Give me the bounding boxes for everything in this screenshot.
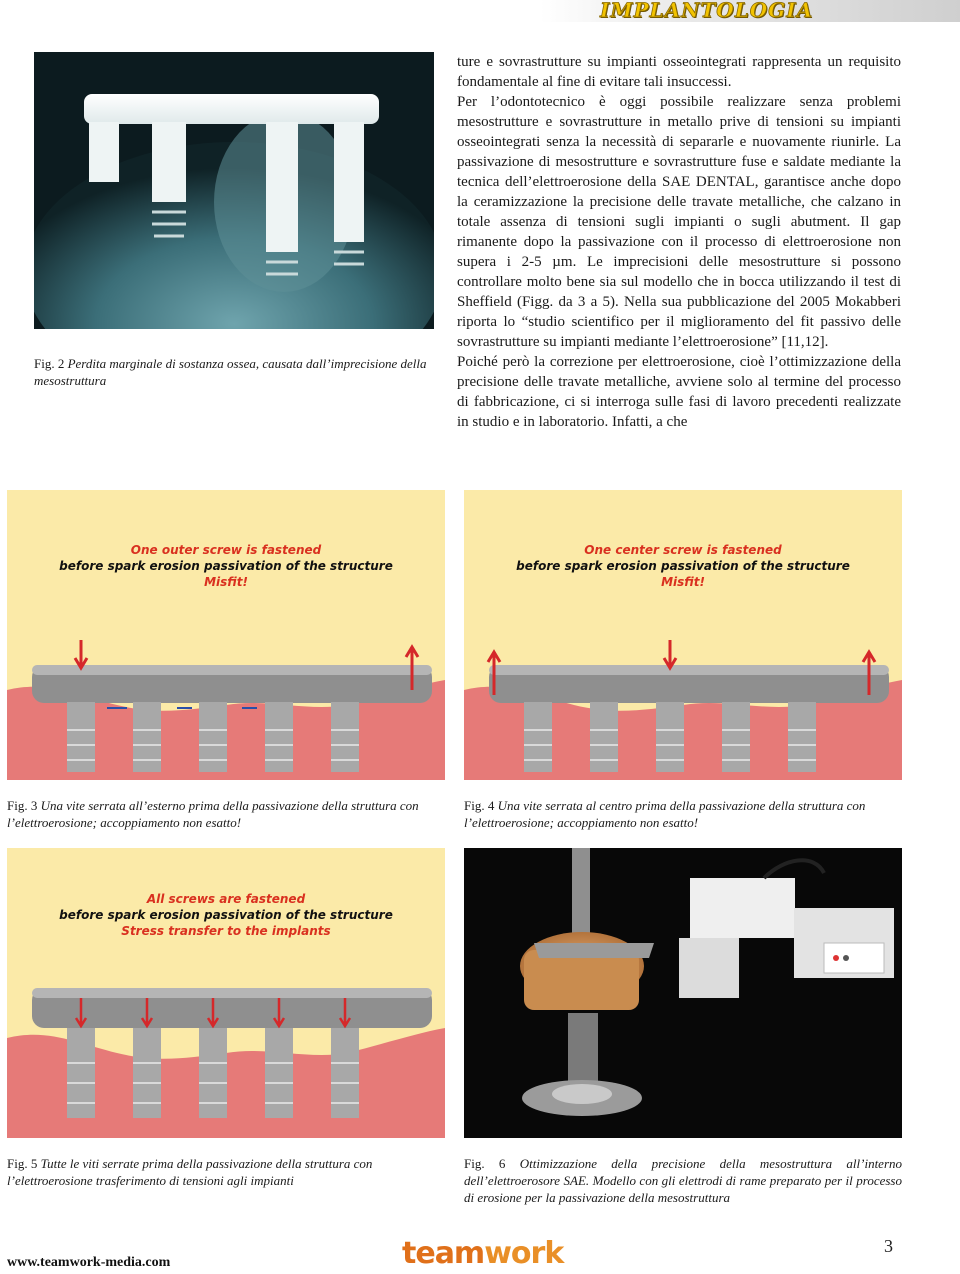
fig5-line3: Stress transfer to the implants xyxy=(121,924,331,938)
fig6-label: Fig. 6 xyxy=(464,1156,506,1171)
fig3-illustration xyxy=(7,490,445,780)
teamwork-logo xyxy=(402,1236,563,1271)
xray-illustration xyxy=(34,52,434,329)
fig5-caption xyxy=(7,1155,445,1189)
xray-image xyxy=(34,52,434,329)
fig4-caption xyxy=(464,797,902,831)
fig3-line1: One outer screw is fastened xyxy=(130,543,322,557)
fig3-caption xyxy=(7,797,445,831)
fig4-illustration xyxy=(464,490,902,780)
section-title: IMPLANTOLOGIA xyxy=(600,0,814,22)
fig4-line3: Misfit! xyxy=(661,575,705,589)
logo-part-team: team xyxy=(402,1236,485,1271)
article-paragraph: Poiché però la correzione per elettroerosione, cioè l’ottimizzazione della precisione delle travate metalliche, avviene solo al termine del processo di fabbricazione, ci si interroga sulle fasi di lavoro precedenti realizzate in studio e in laboratorio. Infatti, a che xyxy=(457,354,901,430)
page-number: 3 xyxy=(884,1236,893,1256)
fig3-line2: before spark erosion passivation of the structure xyxy=(59,559,393,573)
fig3-line3: Misfit! xyxy=(204,575,248,589)
fig4-diagram xyxy=(464,490,902,780)
fig5-line2: before spark erosion passivation of the structure xyxy=(59,908,393,922)
article-paragraph: Per l’odontotecnico è oggi possibile realizzare senza problemi mesostrutture e sovrastrutture in metallo prive di tensioni su impianti osseointegrati senza la necessità di separarle e nuovamente riunirle. La passivazione di mesostrutture e sovrastrutture fuse e saldate mediante la tecnica dell’elettroerosione della SAE DENTAL, garantisce anche dopo la ceramizzazione la precisione delle travate metalliche, che calzano in totale assenza di tensioni sugli impianti o sugli abutment. Il gap rimanente dopo la passivazione con il processo di elettroerosione non supera i 2-5 µm. Le imprecisioni delle mesostrutture si possono controllare molto bene sia sul modello che in bocca utilizzando il test di Sheffield (Figg. da 3 a 5). Nella sua pubblicazione del 2005 Mokabberi riporta lo “studio scientifico per il miglioramento del fit passivo delle sovrastrutture su impianti mediante l’elettroerosione” [11,12]. xyxy=(457,94,901,350)
fig2-label: Fig. 2 xyxy=(34,356,65,371)
fig6-caption xyxy=(464,1155,902,1206)
fig5-label: Fig. 5 xyxy=(7,1156,38,1171)
fig5-text: Tutte le viti serrate prima della passivazione della struttura con l’elettroerosione trasferimento di tensioni agli impianti xyxy=(7,1156,373,1188)
logo-part-work: work xyxy=(484,1236,564,1271)
fig4-label: Fig. 4 xyxy=(464,798,495,813)
footer-url[interactable]: www.teamwork-media.com xyxy=(7,1255,171,1270)
fig4-line2: before spark erosion passivation of the structure xyxy=(516,559,850,573)
fig2-caption xyxy=(34,355,434,389)
fig5-illustration xyxy=(7,848,445,1138)
article-paragraph: ture e sovrastrutture su impianti osseointegrati rappresenta un requisito fondamentale al fine di evitare tali insuccessi. xyxy=(457,54,901,90)
fig4-line1: One center screw is fastened xyxy=(584,543,782,557)
fig5-diagram xyxy=(7,848,445,1138)
fig4-text: Una vite serrata al centro prima della passivazione della struttura con l’elettroerosione; accoppiamento non esatto! xyxy=(464,798,866,830)
fig3-label: Fig. 3 xyxy=(7,798,38,813)
fig2-text: Perdita marginale di sostanza ossea, causata dall’imprecisione della mesostruttura xyxy=(34,356,427,388)
fig6-photo xyxy=(464,848,902,1138)
fig6-illustration xyxy=(464,848,902,1138)
fig3-diagram xyxy=(7,490,445,780)
fig5-line1: All screws are fastened xyxy=(146,892,306,906)
article-body xyxy=(457,52,901,432)
fig6-text: Ottimizzazione della precisione della mesostruttura all’interno dell’elettroerosore SAE. Modello con gli elettrodi di rame preparato per il processo di erosione per la passivazione della mesostruttura xyxy=(464,1156,903,1205)
fig3-text: Una vite serrata all’esterno prima della passivazione della struttura con l’elettroerosione; accoppiamento non esatto! xyxy=(7,798,419,830)
